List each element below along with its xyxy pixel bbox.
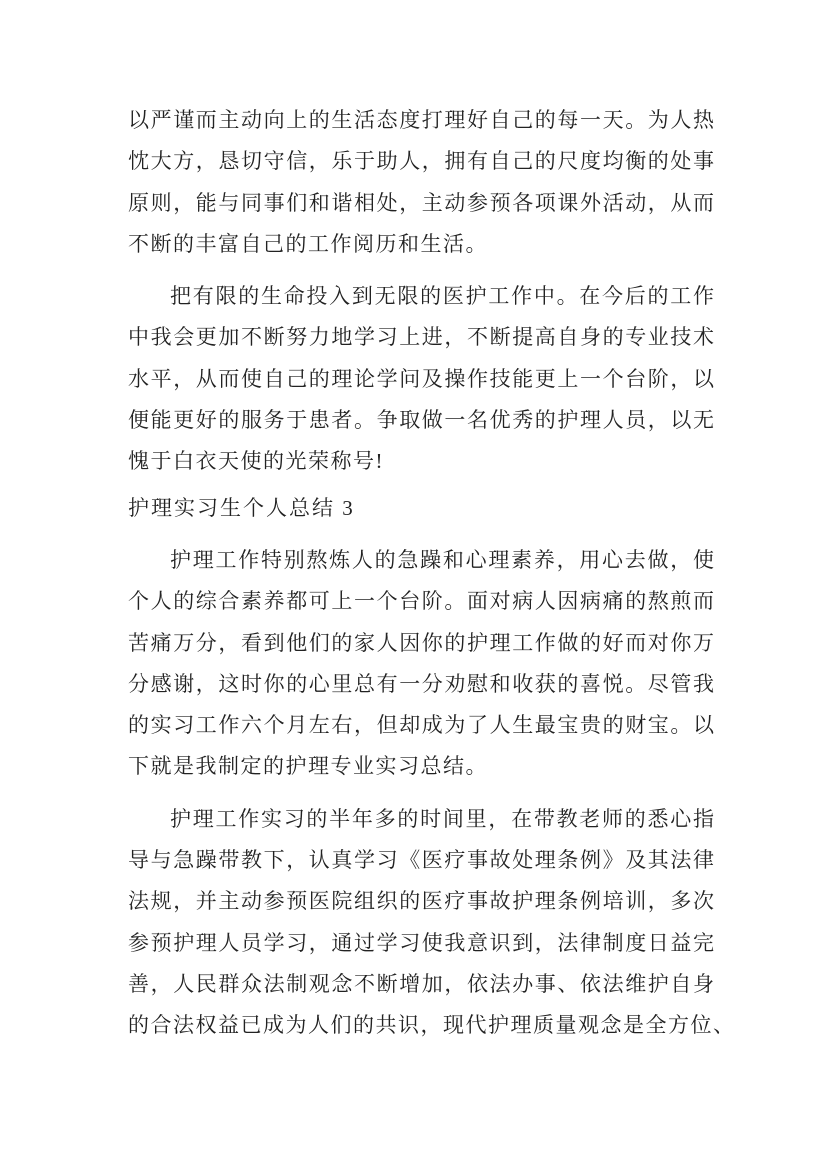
text-line: 愧于白衣天使的光荣称号! bbox=[128, 449, 384, 474]
text-line: 个人的综合素养都可上一个台阶。面对病人因病痛的熬煎而 bbox=[128, 589, 714, 614]
text-line: 原则，能与同事们和谐相处，主动参预各项课外活动，从而 bbox=[128, 190, 714, 215]
text-line: 法规，并主动参预医院组织的医疗事故护理条例培训，多次 bbox=[128, 889, 714, 914]
text-line: 护理工作特别熬炼人的急躁和心理素养，用心去做，使 bbox=[170, 547, 714, 572]
text-line: 的实习工作六个月左右，但却成为了人生最宝贵的财宝。以 bbox=[128, 713, 714, 738]
paragraph bbox=[128, 276, 714, 482]
text-line: 善，人民群众法制观念不断增加，依法办事、依法维护自身 bbox=[128, 971, 714, 996]
text-line: 忱大方，恳切守信，乐于助人，拥有自己的尺度均衡的处事 bbox=[128, 149, 714, 174]
text-line: 导与急躁带教下，认真学习《医疗事故处理条例》及其法律 bbox=[128, 848, 714, 873]
text-line: 下就是我制定的护理专业实习总结。 bbox=[128, 754, 488, 779]
body-text-before-heading bbox=[128, 100, 714, 483]
document-page bbox=[128, 100, 736, 1058]
text-line: 护理工作实习的半年多的时间里，在带教老师的悉心指 bbox=[170, 806, 714, 831]
text-line: 中我会更加不断努力地学习上进，不断提高自身的专业技术 bbox=[128, 325, 714, 350]
text-line: 水平，从而使自己的理论学问及操作技能更上一个台阶，以 bbox=[128, 366, 714, 391]
text-line: 不断的丰富自己的工作阅历和生活。 bbox=[128, 231, 488, 256]
text-line: 分感谢，这时你的心里总有一分劝慰和收获的喜悦。尽管我 bbox=[128, 671, 714, 696]
text-line: 的合法权益已成为人们的共识，现代护理质量观念是全方位、 bbox=[128, 1013, 736, 1038]
text-line: 以严谨而主动向上的生活态度打理好自己的每一天。为人热 bbox=[128, 108, 714, 132]
text-line: 苦痛万分，看到他们的家人因你的护理工作做的好而对你万 bbox=[128, 630, 714, 655]
paragraph bbox=[128, 100, 714, 265]
text-line: 把有限的生命投入到无限的医护工作中。在今后的工作 bbox=[170, 284, 714, 309]
body-text-after-heading bbox=[128, 540, 736, 1047]
paragraph bbox=[128, 540, 714, 788]
section-heading: 护理实习生个人总结 3 bbox=[128, 495, 355, 520]
paragraph bbox=[128, 799, 736, 1047]
text-line: 便能更好的服务于患者。争取做一名优秀的护理人员，以无 bbox=[128, 408, 714, 433]
text-line: 参预护理人员学习，通过学习使我意识到，法律制度日益完 bbox=[128, 930, 714, 955]
